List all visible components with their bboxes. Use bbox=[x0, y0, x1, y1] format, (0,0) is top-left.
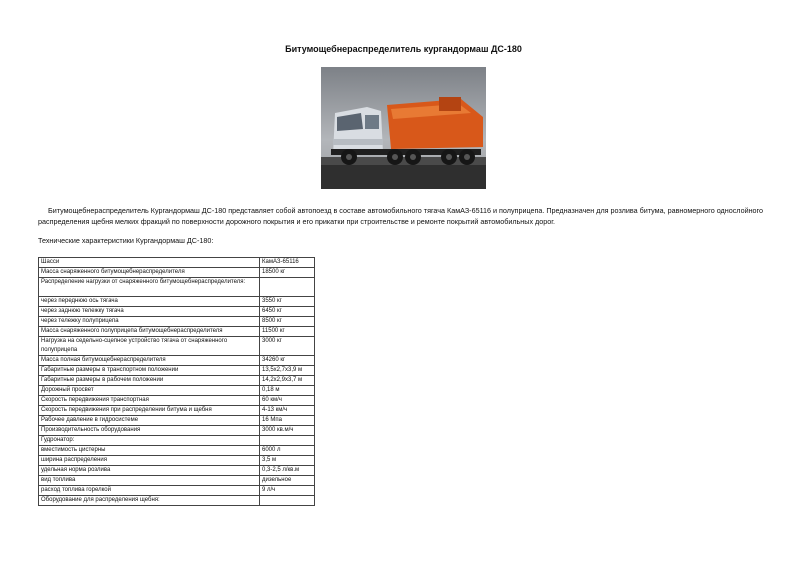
spec-label: вместимость цистерны bbox=[39, 446, 260, 456]
table-row bbox=[39, 476, 315, 486]
table-row bbox=[39, 406, 315, 416]
table-row bbox=[39, 366, 315, 376]
spec-value: 18500 кг bbox=[260, 268, 315, 278]
table-row bbox=[39, 356, 315, 366]
spec-value: 9 л/ч bbox=[260, 486, 315, 496]
table-row bbox=[39, 278, 315, 297]
description-paragraph: Битумощебнераспределитель Кургандормаш ДС-180 представляет собой автопоезд в составе автомобильного тягача КамАЗ-65116 и полуприцепа. Предназначен для розлива битума, равномерного однослойного распределения щебня мелких фракций по поверхности дорожного покрытия и его прикатки при строительстве и ремонте покрытий автомобильных дорог. bbox=[38, 206, 764, 226]
specs-heading: Технические характеристики Кургандормаш ДС-180: bbox=[38, 236, 214, 245]
spec-label: Распределение нагрузки от снаряженного битумощебнераспределителя: bbox=[39, 278, 260, 297]
spec-label: Габаритные размеры в рабочем положении bbox=[39, 376, 260, 386]
table-row bbox=[39, 436, 315, 446]
spec-label: Производительность оборудования bbox=[39, 426, 260, 436]
table-row bbox=[39, 337, 315, 356]
spec-value bbox=[260, 496, 315, 506]
table-row bbox=[39, 327, 315, 337]
spec-label: Габаритные размеры в транспортном положении bbox=[39, 366, 260, 376]
spec-value: 3,5 м bbox=[260, 456, 315, 466]
spec-value: дизельное bbox=[260, 476, 315, 486]
table-row bbox=[39, 426, 315, 436]
spec-value bbox=[260, 278, 315, 297]
spec-label: Оборудование для распределения щебня: bbox=[39, 496, 260, 506]
spec-value: 3550 кг bbox=[260, 297, 315, 307]
table-row bbox=[39, 486, 315, 496]
spec-value: 34260 кг bbox=[260, 356, 315, 366]
spec-label: Масса полная битумощебнераспределителя bbox=[39, 356, 260, 366]
spec-value: 6000 л bbox=[260, 446, 315, 456]
table-row bbox=[39, 297, 315, 307]
spec-value bbox=[260, 436, 315, 446]
table-row bbox=[39, 317, 315, 327]
table-row bbox=[39, 386, 315, 396]
spec-label: через тележку полуприцепа bbox=[39, 317, 260, 327]
spec-label: через переднюю ось тягача bbox=[39, 297, 260, 307]
spec-value: 6450 кг bbox=[260, 307, 315, 317]
truck-image bbox=[321, 67, 486, 189]
spec-label: удельная норма розлива bbox=[39, 466, 260, 476]
table-row bbox=[39, 416, 315, 426]
table-row bbox=[39, 456, 315, 466]
spec-label: Гудронатор: bbox=[39, 436, 260, 446]
spec-label: Масса снаряженного битумощебнераспределителя bbox=[39, 268, 260, 278]
spec-label: Рабочее давление в гидросистеме bbox=[39, 416, 260, 426]
vehicle-photo bbox=[321, 67, 486, 189]
spec-label: Дорожный просвет bbox=[39, 386, 260, 396]
table-row bbox=[39, 446, 315, 456]
spec-value: 0,3-2,5 л/кв.м bbox=[260, 466, 315, 476]
table-row bbox=[39, 258, 315, 268]
specs-table bbox=[38, 257, 315, 506]
spec-value: 3000 кг bbox=[260, 337, 315, 356]
spec-value: 11500 кг bbox=[260, 327, 315, 337]
spec-label: Скорость передвижения при распределении битума и щебня bbox=[39, 406, 260, 416]
spec-value: 0,18 м bbox=[260, 386, 315, 396]
spec-label: расход топлива горелкой bbox=[39, 486, 260, 496]
spec-value: 60 км/ч bbox=[260, 396, 315, 406]
table-row bbox=[39, 307, 315, 317]
spec-label: Масса снаряженного полуприцепа битумощебнераспределителя bbox=[39, 327, 260, 337]
spec-value: 3000 кв.м/ч bbox=[260, 426, 315, 436]
table-row bbox=[39, 496, 315, 506]
spec-value: КамАЗ-65116 bbox=[260, 258, 315, 268]
spec-label: Нагрузка на седельно-сцепное устройство тягача от снаряженного полуприцепа bbox=[39, 337, 260, 356]
spec-value: 16 Мпа bbox=[260, 416, 315, 426]
page-title: Битумощебнераспределитель кургандормаш ДС-180 bbox=[285, 44, 522, 54]
table-row bbox=[39, 268, 315, 278]
spec-value: 4-13 км/ч bbox=[260, 406, 315, 416]
spec-label: через заднюю тележку тягача bbox=[39, 307, 260, 317]
spec-label: ширина распределения bbox=[39, 456, 260, 466]
table-row bbox=[39, 376, 315, 386]
spec-value: 8500 кг bbox=[260, 317, 315, 327]
table-row bbox=[39, 396, 315, 406]
spec-label: Шасси bbox=[39, 258, 260, 268]
spec-label: Скорость передвижения транспортная bbox=[39, 396, 260, 406]
spec-value: 13,5х2,7х3,9 м bbox=[260, 366, 315, 376]
spec-value: 14,2х2,9х3,7 м bbox=[260, 376, 315, 386]
spec-label: вид топлива bbox=[39, 476, 260, 486]
table-row bbox=[39, 466, 315, 476]
